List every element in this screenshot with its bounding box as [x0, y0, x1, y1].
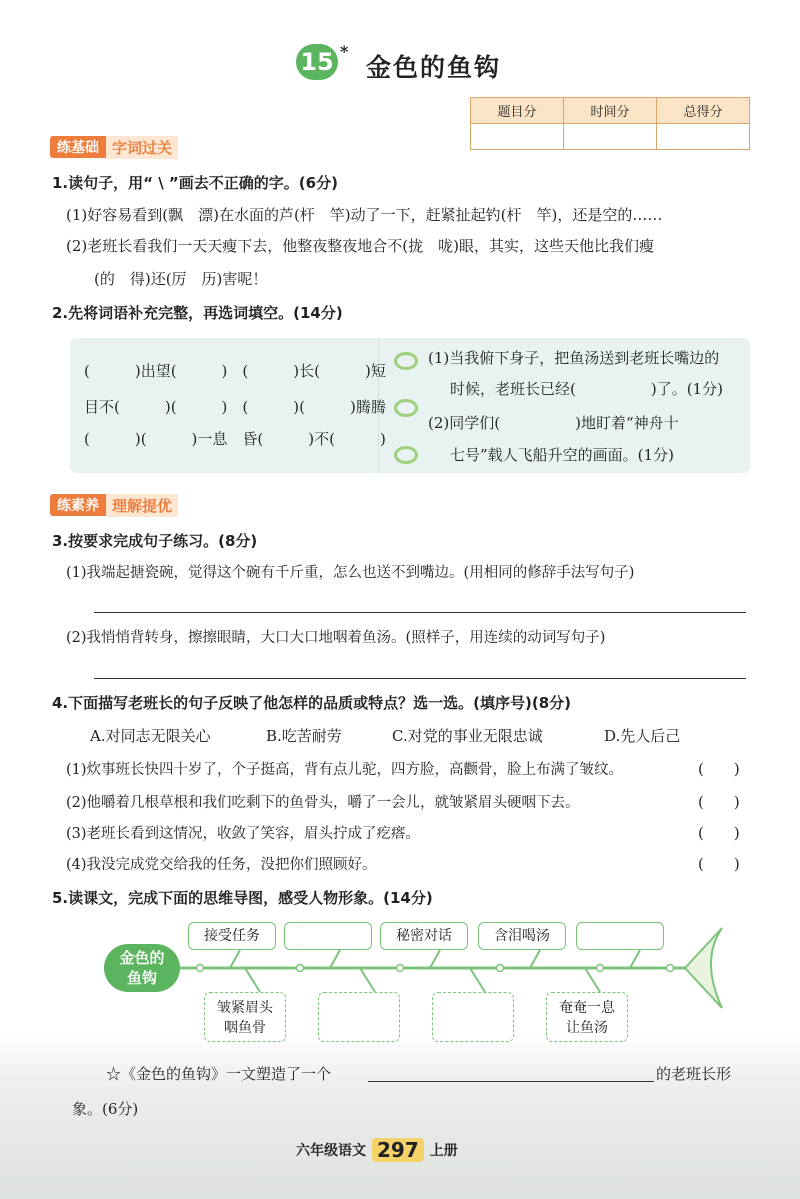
mind-map-top-box-2[interactable] [284, 922, 372, 950]
mind-map-top-box-4: 含泪喝汤 [478, 922, 566, 950]
q2-words-row-3[interactable]: ( )( )一息 昏( )不( ) [84, 430, 386, 448]
q5-summary-answer-line[interactable] [368, 1081, 654, 1082]
q1-title: 1.读句子，用“ \ ”画去不正确的字。(6分) [52, 174, 338, 192]
q1-line-3[interactable]: (的 得)还(厉 历)害呢！ [94, 270, 268, 288]
bottom-box-4-line-1: 奄奄一息 [559, 1000, 615, 1016]
q4-answer-1[interactable]: ( ) [698, 760, 740, 778]
mind-map-bottom-box-4 [546, 992, 628, 1042]
mind-map-top-box-3: 秘密对话 [380, 922, 468, 950]
q4-answer-4[interactable]: ( ) [698, 855, 740, 873]
mind-map-center-line-1: 金色的 [119, 949, 165, 967]
score-header-total: 总得分 [657, 98, 750, 124]
score-header-questions: 题目分 [471, 98, 564, 124]
binder-ring [394, 399, 418, 417]
score-table [470, 97, 750, 150]
lesson-number: 15 [296, 44, 338, 80]
q4-option-a: A.对同志无限关心 [90, 727, 211, 745]
mind-map-center [104, 944, 180, 992]
q4-item-2: (2)他嚼着几根草根和我们吃剩下的鱼骨头，嚼了一会儿，就皱紧眉头硬咽下去。 [66, 795, 580, 811]
binder-ring [394, 352, 418, 370]
mind-map-top-box-1: 接受任务 [188, 922, 276, 950]
q2-fill-2[interactable]: 时候，老班长已经( )了。(1分) [450, 380, 723, 398]
q1-line-1[interactable]: (1)好容易看到(飘 漂)在水面的芦(杆 竿)动了一下，赶紧扯起钓(杆 竿)，还是空的…… [66, 206, 663, 224]
q1-line-2[interactable]: (2)老班长看我们一天天瘦下去，他整夜整夜地合不(拢 咙)眼，其实，这些天他比我们瘦 [66, 237, 654, 255]
score-input-questions[interactable] [471, 124, 564, 150]
q2-title: 2.先将词语补充完整，再选词填空。(14分) [52, 304, 343, 322]
q2-words-row-1[interactable]: ( )出望( ) ( )长( )短 [84, 362, 386, 380]
q4-item-3: (3)老班长看到这情况，收敛了笑容，眉头拧成了疙瘩。 [66, 826, 421, 842]
section-advanced-tag: 练素养 [50, 494, 106, 516]
q5-summary-line-2: 象。(6分) [72, 1100, 139, 1118]
binder-ring [394, 446, 418, 464]
mind-map-bottom-box-1 [204, 992, 286, 1042]
q2-fill-1: (1)当我俯下身子，把鱼汤送到老班长嘴边的 [428, 349, 720, 367]
page-footer [296, 1138, 458, 1162]
q5-title: 5.读课文，完成下面的思维导图，感受人物形象。(14分) [52, 889, 433, 907]
bottom-box-1-line-2: 咽鱼骨 [224, 1020, 266, 1036]
q2-words-row-2[interactable]: 目不( )( ) ( )( )腾腾 [84, 398, 386, 416]
q3-answer-line-1[interactable] [94, 612, 746, 613]
q2-fill-4: 七号”载人飞船升空的画面。(1分) [450, 446, 674, 464]
q4-option-c: C.对党的事业无限忠诚 [392, 727, 543, 745]
lesson-star: * [340, 42, 349, 61]
footer-grade: 六年级语文 [296, 1143, 366, 1159]
mind-map-top-box-5[interactable] [576, 922, 664, 950]
section-advanced [50, 494, 178, 516]
q5-summary-end: 的老班长形 [656, 1065, 732, 1083]
mind-map-bottom-box-2[interactable] [318, 992, 400, 1042]
section-basic-name: 字词过关 [106, 136, 178, 159]
q4-option-b: B.吃苦耐劳 [266, 727, 342, 745]
q2-fill-3[interactable]: (2)同学们( )地盯着“神舟十 [428, 414, 679, 432]
score-input-time[interactable] [564, 124, 657, 150]
q4-title: 4.下面描写老班长的句子反映了他怎样的品质或特点？选一选。(填序号)(8分) [52, 694, 571, 712]
q4-answer-3[interactable]: ( ) [698, 824, 740, 842]
mind-map-center-line-2: 鱼钩 [126, 969, 157, 987]
q4-item-4: (4)我没完成党交给我的任务，没把你们照顾好。 [66, 857, 377, 873]
score-input-total[interactable] [657, 124, 750, 150]
mind-map-bottom-box-3[interactable] [432, 992, 514, 1042]
page-number: 297 [372, 1138, 424, 1162]
page-title: 金色的鱼钩 [366, 53, 502, 82]
section-advanced-name: 理解提优 [106, 494, 178, 517]
footer-volume: 上册 [429, 1143, 458, 1159]
q3-item-1: (1)我端起搪瓷碗，觉得这个碗有千斤重，怎么也送不到嘴边。(用相同的修辞手法写句子) [66, 565, 635, 581]
bottom-box-1-line-1: 皱紧眉头 [217, 1000, 273, 1016]
score-header-time: 时间分 [564, 98, 657, 124]
section-basic-tag: 练基础 [50, 136, 106, 158]
q4-answer-2[interactable]: ( ) [698, 793, 740, 811]
q3-title: 3.按要求完成句子练习。(8分) [52, 532, 258, 550]
q4-item-1: (1)炊事班长快四十岁了，个子挺高，背有点儿驼，四方脸，高颧骨，脸上布满了皱纹。 [66, 762, 624, 778]
section-basic [50, 136, 178, 158]
bottom-box-4-line-2: 让鱼汤 [566, 1020, 608, 1036]
q5-summary-start: ☆《金色的鱼钩》一文塑造了一个 [106, 1065, 332, 1083]
q4-option-d: D.先人后己 [604, 727, 681, 745]
q3-answer-line-2[interactable] [94, 678, 746, 679]
q3-item-2: (2)我悄悄背转身，擦擦眼睛，大口大口地咽着鱼汤。(照样子，用连续的动词写句子) [66, 630, 606, 646]
